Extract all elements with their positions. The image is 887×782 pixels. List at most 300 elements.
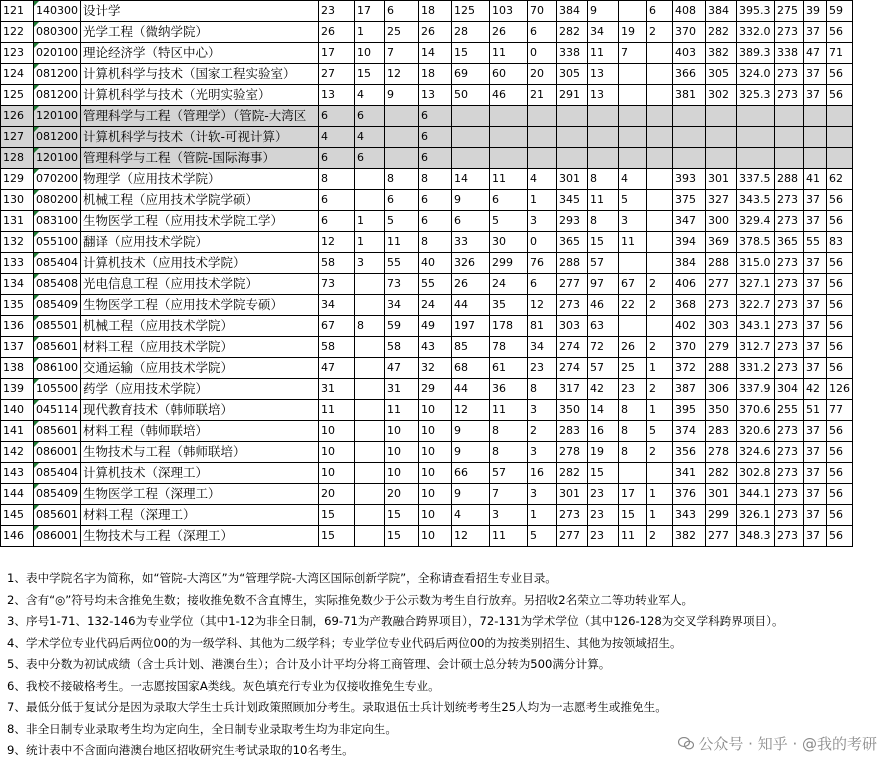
- value-cell: 15: [588, 232, 619, 253]
- value-cell: 3: [528, 211, 557, 232]
- value-cell: [355, 358, 385, 379]
- row-index-cell: 125: [1, 85, 34, 106]
- value-cell: 393: [673, 169, 706, 190]
- value-cell: 327.1: [737, 274, 775, 295]
- value-cell: [647, 85, 673, 106]
- value-cell: 8: [385, 169, 419, 190]
- note-1: 1、表中学院名字为简称，如“管院-大湾区”为“管理学院-大湾区国际创新学院”，全称请查看招生专业目录。: [7, 571, 557, 585]
- value-cell: 42: [804, 379, 827, 400]
- table-row: [1, 85, 853, 106]
- value-cell: 11: [319, 400, 355, 421]
- value-cell: 8: [355, 316, 385, 337]
- value-cell: 56: [827, 442, 853, 463]
- table-row: [1, 379, 853, 400]
- value-cell: 26: [319, 22, 355, 43]
- value-cell: 85: [452, 337, 490, 358]
- value-cell: 15: [452, 43, 490, 64]
- value-cell: 395.3: [737, 1, 775, 22]
- major-name-cell: 药学（应用技术学院）: [81, 379, 319, 400]
- value-cell: 273: [775, 505, 804, 526]
- major-name-cell: 设计学: [81, 1, 319, 22]
- major-name-cell: 材料工程（应用技术学院）: [81, 337, 319, 358]
- value-cell: 37: [804, 463, 827, 484]
- value-cell: 56: [827, 526, 853, 547]
- value-cell: 34: [385, 295, 419, 316]
- value-cell: 301: [706, 484, 737, 505]
- major-name-cell: 光学工程（微纳学院）: [81, 22, 319, 43]
- value-cell: 3: [528, 442, 557, 463]
- value-cell: 291: [557, 85, 588, 106]
- major-name-cell: 生物医学工程（应用技术学院专硕）: [81, 295, 319, 316]
- value-cell: 10: [419, 484, 452, 505]
- value-cell: 8: [528, 379, 557, 400]
- value-cell: 299: [490, 253, 528, 274]
- value-cell: 395: [673, 400, 706, 421]
- value-cell: 6: [490, 190, 528, 211]
- row-index-cell: 121: [1, 1, 34, 22]
- value-cell: [804, 106, 827, 127]
- value-cell: 10: [419, 463, 452, 484]
- value-cell: 11: [588, 190, 619, 211]
- value-cell: 56: [827, 85, 853, 106]
- table-row: [1, 337, 853, 358]
- major-code-cell: 140300: [34, 1, 81, 22]
- value-cell: 58: [319, 337, 355, 358]
- value-cell: 17: [355, 1, 385, 22]
- value-cell: 279: [706, 337, 737, 358]
- value-cell: 278: [706, 442, 737, 463]
- value-cell: 23: [588, 526, 619, 547]
- value-cell: [775, 127, 804, 148]
- major-code-cell: 086001: [34, 526, 81, 547]
- value-cell: 50: [452, 85, 490, 106]
- value-cell: 408: [673, 1, 706, 22]
- major-code-cell: 085601: [34, 337, 81, 358]
- value-cell: 0: [528, 43, 557, 64]
- table-row: [1, 211, 853, 232]
- value-cell: 381: [673, 85, 706, 106]
- value-cell: [355, 505, 385, 526]
- value-cell: 2: [647, 379, 673, 400]
- value-cell: [588, 127, 619, 148]
- value-cell: 2: [647, 526, 673, 547]
- value-cell: [647, 190, 673, 211]
- value-cell: 8: [619, 421, 647, 442]
- value-cell: 332.0: [737, 22, 775, 43]
- value-cell: 12: [452, 400, 490, 421]
- major-name-cell: 光电信息工程（应用技术学院）: [81, 274, 319, 295]
- value-cell: 55: [385, 253, 419, 274]
- value-cell: 15: [319, 505, 355, 526]
- major-code-cell: 080200: [34, 190, 81, 211]
- value-cell: [737, 106, 775, 127]
- value-cell: 35: [490, 295, 528, 316]
- value-cell: 288: [557, 253, 588, 274]
- value-cell: 41: [804, 169, 827, 190]
- value-cell: 5: [619, 190, 647, 211]
- value-cell: [737, 148, 775, 169]
- value-cell: 37: [804, 505, 827, 526]
- row-index-cell: 140: [1, 400, 34, 421]
- major-code-cell: 086100: [34, 358, 81, 379]
- value-cell: 273: [775, 274, 804, 295]
- value-cell: 62: [827, 169, 853, 190]
- value-cell: 11: [385, 400, 419, 421]
- value-cell: [647, 232, 673, 253]
- watermark-text: 公众号 · 知乎 · @我的考研: [698, 735, 877, 753]
- value-cell: 37: [804, 253, 827, 274]
- value-cell: [706, 148, 737, 169]
- value-cell: [355, 169, 385, 190]
- row-index-cell: 131: [1, 211, 34, 232]
- major-code-cell: 085501: [34, 316, 81, 337]
- value-cell: 34: [319, 295, 355, 316]
- value-cell: 366: [673, 64, 706, 85]
- value-cell: 10: [385, 421, 419, 442]
- value-cell: 10: [419, 505, 452, 526]
- row-index-cell: 134: [1, 274, 34, 295]
- value-cell: 59: [827, 1, 853, 22]
- value-cell: 26: [452, 274, 490, 295]
- value-cell: 37: [804, 484, 827, 505]
- value-cell: [673, 106, 706, 127]
- value-cell: [827, 106, 853, 127]
- row-index-cell: 129: [1, 169, 34, 190]
- value-cell: 356: [673, 442, 706, 463]
- major-name-cell: 管理科学与工程（管院-国际海事）: [81, 148, 319, 169]
- value-cell: 288: [706, 253, 737, 274]
- value-cell: 56: [827, 421, 853, 442]
- value-cell: [647, 148, 673, 169]
- value-cell: [647, 64, 673, 85]
- value-cell: 293: [557, 211, 588, 232]
- note-3: 3、序号1-71、132-146为专业学位（其中1-12为非全日制，69-71为产教融合跨界项目），72-131为学术学位（其中126-128为交叉学科跨界项目）。: [7, 614, 784, 628]
- value-cell: 322.7: [737, 295, 775, 316]
- value-cell: 4: [355, 127, 385, 148]
- major-name-cell: 生物医学工程（应用技术学院工学）: [81, 211, 319, 232]
- value-cell: 274: [557, 358, 588, 379]
- value-cell: 25: [385, 22, 419, 43]
- value-cell: 5: [490, 211, 528, 232]
- value-cell: 344.1: [737, 484, 775, 505]
- value-cell: 44: [452, 295, 490, 316]
- value-cell: 304: [775, 379, 804, 400]
- value-cell: 6: [528, 22, 557, 43]
- major-name-cell: 材料工程（韩师联培）: [81, 421, 319, 442]
- table-row: [1, 316, 853, 337]
- wechat-icon: [678, 737, 694, 750]
- value-cell: [647, 127, 673, 148]
- value-cell: 3: [528, 400, 557, 421]
- value-cell: 13: [319, 85, 355, 106]
- value-cell: 6: [419, 211, 452, 232]
- value-cell: 8: [419, 232, 452, 253]
- value-cell: 338: [557, 43, 588, 64]
- value-cell: 8: [490, 442, 528, 463]
- value-cell: 47: [319, 358, 355, 379]
- value-cell: [588, 148, 619, 169]
- value-cell: 338: [775, 43, 804, 64]
- value-cell: 11: [490, 169, 528, 190]
- value-cell: 343: [673, 505, 706, 526]
- table-row: [1, 274, 853, 295]
- value-cell: 305: [706, 64, 737, 85]
- value-cell: 282: [706, 463, 737, 484]
- value-cell: 4: [452, 505, 490, 526]
- value-cell: 63: [588, 316, 619, 337]
- value-cell: 5: [385, 211, 419, 232]
- row-index-cell: 124: [1, 64, 34, 85]
- table-row: [1, 1, 853, 22]
- value-cell: 15: [355, 64, 385, 85]
- value-cell: 345: [557, 190, 588, 211]
- value-cell: [619, 85, 647, 106]
- value-cell: 275: [775, 1, 804, 22]
- value-cell: 125: [452, 1, 490, 22]
- major-name-cell: 计算机科学与技术（光明实验室）: [81, 85, 319, 106]
- value-cell: 9: [452, 421, 490, 442]
- value-cell: [706, 127, 737, 148]
- value-cell: 46: [490, 85, 528, 106]
- value-cell: 10: [385, 463, 419, 484]
- value-cell: 37: [804, 85, 827, 106]
- value-cell: 6: [385, 190, 419, 211]
- value-cell: 23: [588, 505, 619, 526]
- row-index-cell: 126: [1, 106, 34, 127]
- value-cell: [528, 106, 557, 127]
- table-row: [1, 64, 853, 85]
- value-cell: 51: [804, 400, 827, 421]
- value-cell: 301: [557, 169, 588, 190]
- value-cell: 6: [419, 148, 452, 169]
- value-cell: 324.0: [737, 64, 775, 85]
- value-cell: 8: [619, 442, 647, 463]
- value-cell: 42: [588, 379, 619, 400]
- value-cell: 273: [775, 190, 804, 211]
- value-cell: [647, 169, 673, 190]
- value-cell: 44: [452, 379, 490, 400]
- row-index-cell: 136: [1, 316, 34, 337]
- value-cell: 273: [775, 316, 804, 337]
- value-cell: 8: [319, 169, 355, 190]
- value-cell: 7: [619, 43, 647, 64]
- table-row: [1, 358, 853, 379]
- value-cell: [827, 127, 853, 148]
- value-cell: 8: [490, 421, 528, 442]
- row-index-cell: 132: [1, 232, 34, 253]
- value-cell: 83: [827, 232, 853, 253]
- value-cell: 20: [385, 484, 419, 505]
- value-cell: 301: [557, 484, 588, 505]
- value-cell: 72: [588, 337, 619, 358]
- value-cell: 43: [419, 337, 452, 358]
- value-cell: 273: [557, 295, 588, 316]
- value-cell: [355, 337, 385, 358]
- value-cell: [619, 148, 647, 169]
- row-index-cell: 135: [1, 295, 34, 316]
- value-cell: 37: [804, 421, 827, 442]
- value-cell: [619, 1, 647, 22]
- major-name-cell: 现代教育技术（韩师联培）: [81, 400, 319, 421]
- value-cell: 337.5: [737, 169, 775, 190]
- value-cell: 32: [419, 358, 452, 379]
- value-cell: 70: [528, 1, 557, 22]
- value-cell: 282: [557, 22, 588, 43]
- value-cell: 8: [588, 169, 619, 190]
- value-cell: [385, 106, 419, 127]
- note-7: 7、最低分低于复试分是因为录取大学生士兵计划政策照顾加分考生。录取退伍士兵计划统考考生25人均为一志愿考生或推免生。: [7, 700, 667, 714]
- value-cell: [775, 148, 804, 169]
- value-cell: [355, 274, 385, 295]
- value-cell: 387: [673, 379, 706, 400]
- value-cell: 23: [319, 1, 355, 22]
- note-8: 8、非全日制专业录取考生均为定向生，全日制专业录取考生均为非定向生。: [7, 721, 397, 736]
- value-cell: 10: [319, 421, 355, 442]
- value-cell: 11: [490, 400, 528, 421]
- value-cell: [619, 316, 647, 337]
- value-cell: 4: [355, 85, 385, 106]
- value-cell: 37: [804, 22, 827, 43]
- value-cell: [528, 127, 557, 148]
- major-code-cell: 086001: [34, 442, 81, 463]
- value-cell: 331.2: [737, 358, 775, 379]
- value-cell: 288: [775, 169, 804, 190]
- value-cell: 18: [419, 64, 452, 85]
- value-cell: 24: [490, 274, 528, 295]
- major-code-cell: 070200: [34, 169, 81, 190]
- major-code-cell: 085408: [34, 274, 81, 295]
- value-cell: 273: [775, 64, 804, 85]
- table-body: [1, 1, 853, 547]
- value-cell: 282: [706, 22, 737, 43]
- value-cell: 273: [775, 421, 804, 442]
- value-cell: 6: [319, 190, 355, 211]
- value-cell: 56: [827, 316, 853, 337]
- value-cell: [647, 43, 673, 64]
- value-cell: 301: [706, 169, 737, 190]
- value-cell: 178: [490, 316, 528, 337]
- row-index-cell: 130: [1, 190, 34, 211]
- value-cell: 97: [588, 274, 619, 295]
- value-cell: 21: [528, 85, 557, 106]
- major-code-cell: 085601: [34, 505, 81, 526]
- major-name-cell: 计算机科学与技术（国家工程实验室）: [81, 64, 319, 85]
- value-cell: 329.4: [737, 211, 775, 232]
- value-cell: 77: [827, 400, 853, 421]
- major-name-cell: 理论经济学（特区中心）: [81, 43, 319, 64]
- value-cell: 15: [385, 505, 419, 526]
- value-cell: 3: [528, 484, 557, 505]
- table-row-shaded: [1, 106, 853, 127]
- value-cell: 47: [804, 43, 827, 64]
- value-cell: 19: [588, 442, 619, 463]
- major-code-cell: 120100: [34, 148, 81, 169]
- value-cell: 30: [490, 232, 528, 253]
- table-row: [1, 43, 853, 64]
- value-cell: 68: [452, 358, 490, 379]
- value-cell: 372: [673, 358, 706, 379]
- value-cell: [588, 106, 619, 127]
- value-cell: 12: [528, 295, 557, 316]
- value-cell: 15: [385, 526, 419, 547]
- major-name-cell: 生物医学工程（深理工）: [81, 484, 319, 505]
- value-cell: 27: [319, 64, 355, 85]
- value-cell: 18: [419, 1, 452, 22]
- value-cell: 37: [804, 64, 827, 85]
- value-cell: 31: [385, 379, 419, 400]
- value-cell: 2: [647, 442, 673, 463]
- value-cell: 56: [827, 337, 853, 358]
- value-cell: 1: [355, 232, 385, 253]
- value-cell: 56: [827, 253, 853, 274]
- value-cell: 365: [775, 232, 804, 253]
- value-cell: 288: [706, 358, 737, 379]
- value-cell: [355, 400, 385, 421]
- value-cell: 6: [647, 1, 673, 22]
- value-cell: [355, 421, 385, 442]
- value-cell: 299: [706, 505, 737, 526]
- value-cell: 9: [588, 1, 619, 22]
- value-cell: 1: [647, 505, 673, 526]
- value-cell: 67: [319, 316, 355, 337]
- value-cell: 11: [588, 43, 619, 64]
- value-cell: 273: [557, 505, 588, 526]
- major-name-cell: 翻译（应用技术学院）: [81, 232, 319, 253]
- value-cell: 57: [588, 358, 619, 379]
- major-code-cell: 081200: [34, 64, 81, 85]
- value-cell: [557, 127, 588, 148]
- value-cell: 3: [355, 253, 385, 274]
- row-index-cell: 139: [1, 379, 34, 400]
- value-cell: 2: [647, 295, 673, 316]
- value-cell: 368: [673, 295, 706, 316]
- row-index-cell: 127: [1, 127, 34, 148]
- value-cell: 15: [588, 463, 619, 484]
- value-cell: 273: [775, 526, 804, 547]
- note-9: 9、统计表中不含面向港澳台地区招收研究生考试录取的10名考生。: [7, 743, 354, 757]
- value-cell: 10: [385, 442, 419, 463]
- value-cell: 23: [528, 358, 557, 379]
- row-index-cell: 142: [1, 442, 34, 463]
- value-cell: 370.6: [737, 400, 775, 421]
- value-cell: 12: [452, 526, 490, 547]
- value-cell: 278: [557, 442, 588, 463]
- value-cell: 378.5: [737, 232, 775, 253]
- value-cell: [355, 463, 385, 484]
- table-row: [1, 295, 853, 316]
- table-row: [1, 253, 853, 274]
- value-cell: 11: [490, 526, 528, 547]
- value-cell: 376: [673, 484, 706, 505]
- value-cell: 58: [385, 337, 419, 358]
- value-cell: 312.7: [737, 337, 775, 358]
- value-cell: 19: [619, 22, 647, 43]
- value-cell: 56: [827, 22, 853, 43]
- value-cell: 11: [490, 43, 528, 64]
- row-index-cell: 137: [1, 337, 34, 358]
- value-cell: 303: [557, 316, 588, 337]
- value-cell: 1: [528, 190, 557, 211]
- watermark: [678, 733, 877, 754]
- value-cell: [673, 148, 706, 169]
- value-cell: 6: [355, 106, 385, 127]
- value-cell: 37: [804, 358, 827, 379]
- value-cell: 389.3: [737, 43, 775, 64]
- value-cell: 26: [419, 22, 452, 43]
- table-row-shaded: [1, 127, 853, 148]
- value-cell: 31: [319, 379, 355, 400]
- value-cell: 71: [827, 43, 853, 64]
